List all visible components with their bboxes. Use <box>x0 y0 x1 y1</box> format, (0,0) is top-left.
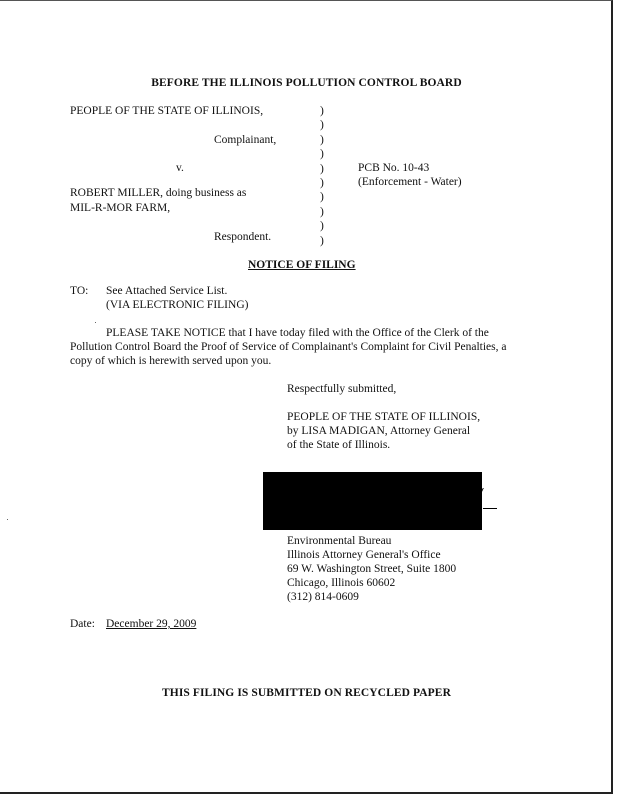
caption-paren: ) <box>320 162 324 175</box>
body-line-2: Pollution Control Board the Proof of Service of Complainant's Complaint for Civil Penalties, a <box>70 341 507 353</box>
case-type: (Enforcement - Water) <box>358 176 462 188</box>
notice-title: NOTICE OF FILING <box>248 259 356 271</box>
to-label: TO: <box>70 285 89 297</box>
body-line-1: PLEASE TAKE NOTICE that I have today filed with the Office of the Clerk of the <box>106 327 489 339</box>
plaintiff-name: PEOPLE OF THE STATE OF ILLINOIS, <box>70 105 264 117</box>
signature-party: PEOPLE OF THE STATE OF ILLINOIS, <box>287 411 481 423</box>
office-line-4: Chicago, Illinois 60602 <box>287 577 396 589</box>
closing: Respectfully submitted, <box>287 383 397 395</box>
date-label: Date: <box>70 618 95 630</box>
caption-paren: ) <box>320 105 324 117</box>
scan-speck <box>95 322 96 323</box>
caption-paren: ) <box>320 119 324 132</box>
caption-paren: ) <box>320 148 324 161</box>
board-title: BEFORE THE ILLINOIS POLLUTION CONTROL BOARD <box>151 77 462 89</box>
caption-paren: ) <box>320 205 324 218</box>
signature-state-line: of the State of Illinois. <box>287 439 391 451</box>
respondent-label: Respondent. <box>214 231 272 243</box>
recycled-paper-notice: THIS FILING IS SUBMITTED ON RECYCLED PAPER <box>162 687 451 699</box>
caption-paren: ) <box>320 191 324 204</box>
case-number: PCB No. 10-43 <box>358 162 430 174</box>
to-line-1: See Attached Service List. <box>106 285 228 297</box>
redaction-block <box>263 472 482 530</box>
caption-paren: ) <box>320 176 324 189</box>
defendant-line-1: ROBERT MILLER, doing business as <box>70 187 247 199</box>
date-value: December 29, 2009 <box>106 618 197 630</box>
office-line-5: (312) 814-0609 <box>287 591 359 603</box>
signature-by-line: by LISA MADIGAN, Attorney General <box>287 425 471 437</box>
office-line-1: Environmental Bureau <box>287 535 392 547</box>
complainant-label: Complainant, <box>214 134 277 146</box>
caption-parentheses <box>320 104 324 248</box>
versus-label: v. <box>176 162 184 174</box>
office-line-3: 69 W. Washington Street, Suite 1800 <box>287 563 457 575</box>
signature-line <box>483 508 497 509</box>
office-line-2: Illinois Attorney General's Office <box>287 549 441 561</box>
scan-speck <box>7 519 8 520</box>
body-line-3: copy of which is herewith served upon you. <box>70 355 272 367</box>
defendant-line-2: MIL-R-MOR FARM, <box>70 202 171 214</box>
caption-paren: ) <box>320 220 324 233</box>
caption-paren: ) <box>320 133 324 146</box>
to-line-2: (VIA ELECTRONIC FILING) <box>106 299 249 311</box>
caption-paren: ) <box>320 234 324 247</box>
